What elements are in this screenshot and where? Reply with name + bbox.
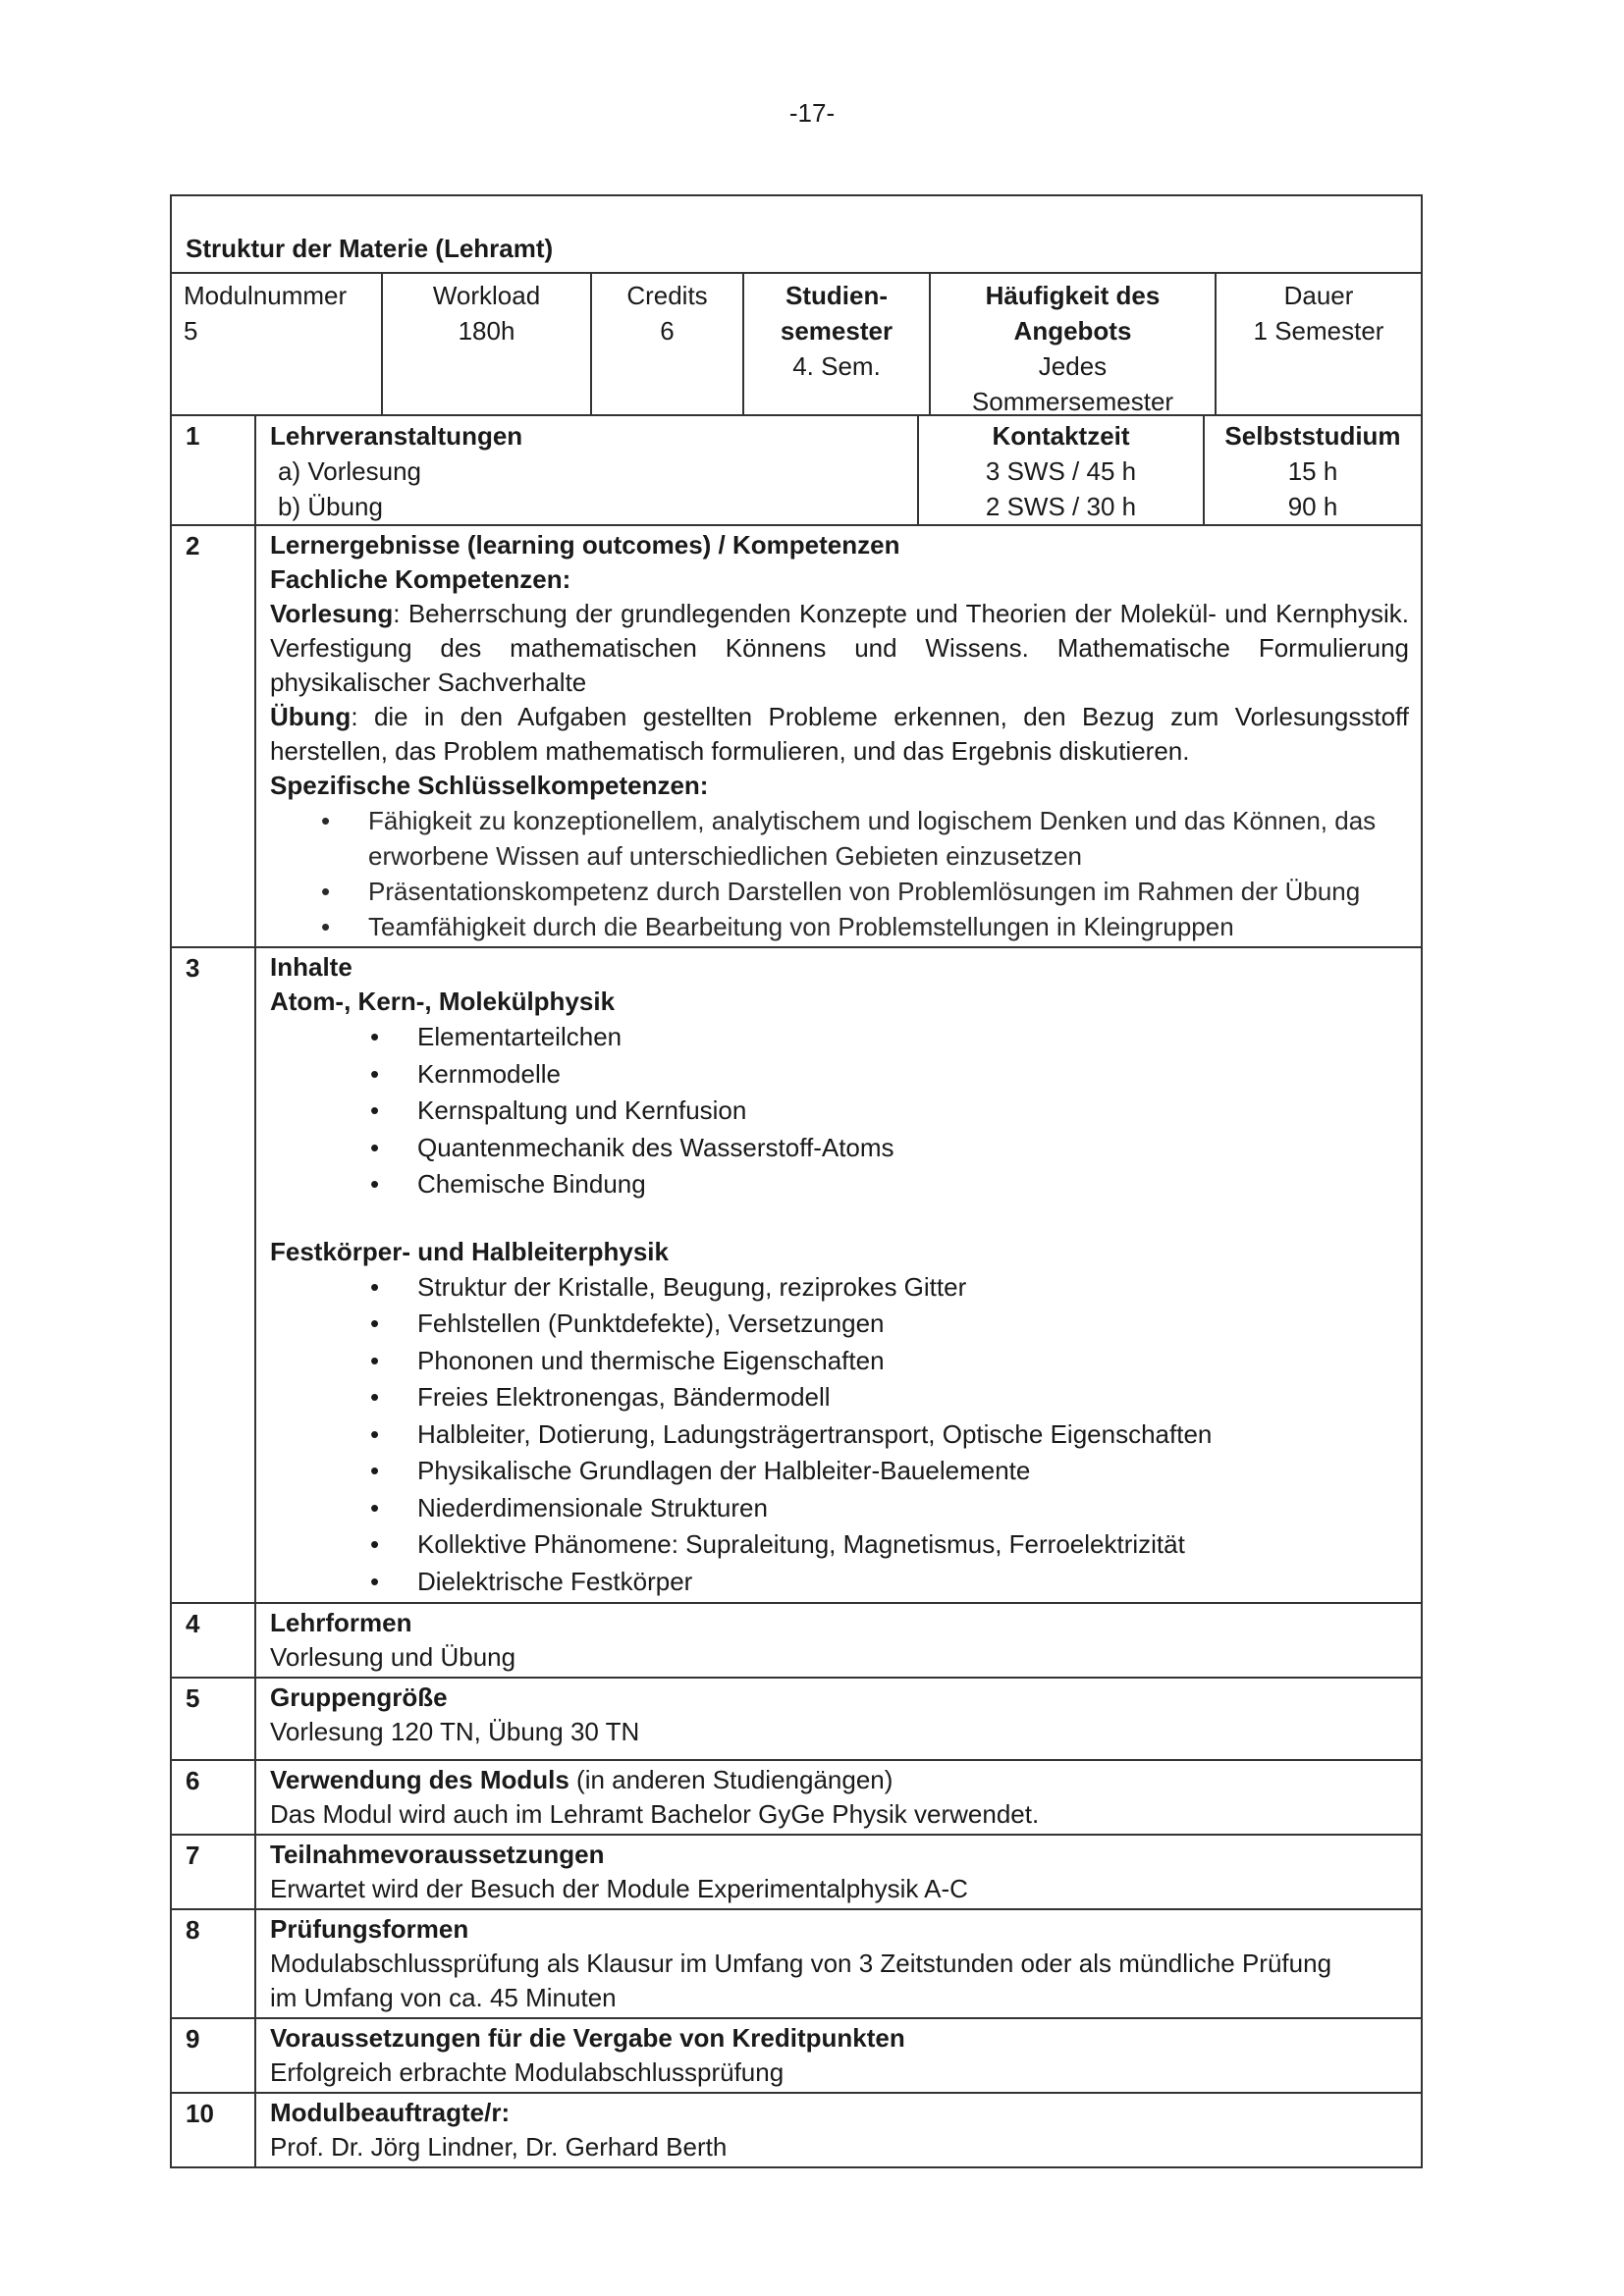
workload-label: Workload <box>432 281 541 310</box>
inhalte-cell <box>256 948 1421 1602</box>
list-item: • Chemische Bindung <box>417 1166 1409 1203</box>
pruefungsformen-cell <box>256 1910 1421 2017</box>
uebung-label: Übung <box>270 702 352 731</box>
section-number: 9 <box>172 2019 256 2092</box>
section-number: 7 <box>172 1836 256 1908</box>
uebung-text: : die in den Aufgaben gestellten Probleme erkennen, den Bezug zum Vorlesungsstoff herstellen, das Problem mathematisch formulieren, und das Ergebnis diskutieren. <box>270 702 1409 766</box>
module-title: Struktur der Materie (Lehramt) <box>186 234 554 263</box>
section-number: 1 <box>172 416 256 524</box>
studiensemester-value: 4. Sem. <box>792 351 881 381</box>
section-number: 3 <box>172 948 256 1602</box>
vorlesung-label: Vorlesung <box>270 599 394 628</box>
kreditpunkte-text: Erfolgreich erbrachte Modulabschlussprüfung <box>270 2057 785 2087</box>
lehrveranstaltung-a: a) Vorlesung <box>278 456 421 486</box>
section-3-row <box>172 948 1421 1604</box>
teilnahmevoraussetzungen-text: Erwartet wird der Besuch der Module Experimentalphysik A-C <box>270 1874 968 1903</box>
list-item: • Kernmodelle <box>417 1056 1409 1094</box>
section-heading-suffix: (in anderen Studiengängen) <box>568 1765 893 1794</box>
credits-cell <box>592 274 744 414</box>
kontaktzeit-b: 2 SWS / 30 h <box>985 492 1137 521</box>
verwendung-heading-line <box>270 1763 1409 1797</box>
section-heading: Lernergebnisse (learning outcomes) / Kompetenzen <box>270 530 900 560</box>
kontaktzeit-a: 3 SWS / 45 h <box>985 456 1137 486</box>
page-number: -17- <box>788 98 836 128</box>
festkoerper-topic-list <box>270 1269 1409 1601</box>
lehrformen-text: Vorlesung und Übung <box>270 1642 516 1672</box>
list-item: • Teamfähigkeit durch die Bearbeitung von Problemstellungen in Kleingruppen <box>368 909 1409 944</box>
section-heading: Verwendung des Moduls <box>270 1765 569 1794</box>
haeufigkeit-cell <box>931 274 1217 414</box>
selbststudium-b: 90 h <box>1287 492 1338 521</box>
teilnahmevoraussetzungen-cell <box>256 1836 1421 1908</box>
section-5-row <box>172 1679 1421 1761</box>
haeufigkeit-label-1: Häufigkeit des <box>985 281 1161 310</box>
atom-kern-molekuel-heading: Atom-, Kern-, Molekülphysik <box>270 987 616 1016</box>
selbststudium-a: 15 h <box>1287 456 1338 486</box>
atomphysik-topic-list <box>270 1019 1409 1203</box>
section-6-row <box>172 1761 1421 1836</box>
module-document <box>170 194 1423 2168</box>
section-heading: Gruppengröße <box>270 1682 448 1712</box>
section-10-row <box>172 2094 1421 2166</box>
section-number: 4 <box>172 1604 256 1677</box>
kontaktzeit-label: Kontaktzeit <box>992 421 1130 451</box>
section-heading: Lehrformen <box>270 1608 412 1637</box>
kreditpunkte-cell <box>256 2019 1421 2092</box>
vorlesung-text: : Beherrschung der grundlegenden Konzepte und Theorien der Molekül- und Kernphysik. Verfestigung des mathematischen Könnens und Wissens. Mathematische Formulierung physikalischer Sachverhalte <box>270 599 1409 697</box>
uebung-paragraph <box>270 700 1409 769</box>
section-number: 5 <box>172 1679 256 1759</box>
section-heading: Prüfungsformen <box>270 1914 469 1944</box>
section-heading: Lehrveranstaltungen <box>270 421 523 451</box>
modulnummer-value: 5 <box>184 316 198 346</box>
module-meta-row <box>172 274 1421 416</box>
workload-cell <box>383 274 592 414</box>
haeufigkeit-value-2: Sommersemester <box>971 387 1174 416</box>
module-title-row <box>172 196 1421 274</box>
section-number: 2 <box>172 526 256 946</box>
modulnummer-cell <box>172 274 383 414</box>
section-9-row <box>172 2019 1421 2094</box>
section-number: 8 <box>172 1910 256 2017</box>
list-item: • Elementarteilchen <box>417 1019 1409 1056</box>
section-heading: Voraussetzungen für die Vergabe von Kreditpunkten <box>270 2023 905 2053</box>
studiensemester-label-1: Studien- <box>785 281 888 310</box>
selbststudium-cell <box>1205 416 1421 524</box>
lehrformen-cell <box>256 1604 1421 1677</box>
haeufigkeit-label-2: Angebots <box>1013 316 1132 346</box>
section-8-row <box>172 1910 1421 2019</box>
studiensemester-cell <box>744 274 931 414</box>
fachliche-kompetenzen-heading: Fachliche Kompetenzen: <box>270 564 571 594</box>
credits-value: 6 <box>660 316 675 346</box>
section-1-row <box>172 416 1421 526</box>
vorlesung-paragraph <box>270 597 1409 700</box>
studiensemester-label-2: semester <box>780 316 893 346</box>
list-item: • Kernspaltung und Kernfusion <box>417 1093 1409 1130</box>
selbststudium-label: Selbststudium <box>1224 421 1401 451</box>
section-heading: Modulbeauftragte/r: <box>270 2098 511 2127</box>
lernergebnisse-cell <box>256 526 1421 946</box>
list-item: • Physikalische Grundlagen der Halbleiter-Bauelemente <box>417 1453 1409 1490</box>
list-item: • Fehlstellen (Punktdefekte), Versetzungen <box>417 1306 1409 1343</box>
gruppengroesse-text: Vorlesung 120 TN, Übung 30 TN <box>270 1717 640 1746</box>
credits-label: Credits <box>626 281 708 310</box>
modulbeauftragte-cell <box>256 2094 1421 2166</box>
modulbeauftragte-text: Prof. Dr. Jörg Lindner, Dr. Gerhard Berth <box>270 2132 728 2162</box>
gruppengroesse-cell <box>256 1679 1421 1759</box>
dauer-label: Dauer <box>1283 281 1354 310</box>
pruefungsformen-text: Modulabschlussprüfung als Klausur im Umfang von 3 Zeitstunden oder als mündliche Prüfung im Umfang von ca. 45 Minuten <box>270 1949 1332 2012</box>
workload-value: 180h <box>458 316 515 346</box>
list-item: • Niederdimensionale Strukturen <box>417 1490 1409 1527</box>
list-item: • Struktur der Kristalle, Beugung, reziprokes Gitter <box>417 1269 1409 1307</box>
list-item: • Quantenmechanik des Wasserstoff-Atoms <box>417 1130 1409 1167</box>
list-item: • Dielektrische Festkörper <box>417 1564 1409 1601</box>
dauer-cell <box>1217 274 1421 414</box>
list-item: • Präsentationskompetenz durch Darstellen von Problemlösungen im Rahmen der Übung <box>368 874 1409 909</box>
section-4-row <box>172 1604 1421 1679</box>
section-2-row <box>172 526 1421 948</box>
festkoerper-heading: Festkörper- und Halbleiterphysik <box>270 1236 669 1266</box>
lehrveranstaltungen-cell <box>256 416 919 524</box>
verwendung-text: Das Modul wird auch im Lehramt Bachelor GyGe Physik verwendet. <box>270 1799 1040 1829</box>
section-7-row <box>172 1836 1421 1910</box>
section-number: 10 <box>172 2094 256 2166</box>
list-item: • Phononen und thermische Eigenschaften <box>417 1343 1409 1380</box>
section-number: 6 <box>172 1761 256 1834</box>
dauer-value: 1 Semester <box>1253 316 1384 346</box>
section-heading: Teilnahmevoraussetzungen <box>270 1840 605 1869</box>
list-item: • Halbleiter, Dotierung, Ladungsträgertransport, Optische Eigenschaften <box>417 1416 1409 1454</box>
kontaktzeit-cell <box>919 416 1205 524</box>
kompetenzen-list <box>270 803 1409 944</box>
module-table <box>170 194 1423 2168</box>
list-item: • Freies Elektronengas, Bändermodell <box>417 1379 1409 1416</box>
schluesselkompetenzen-heading: Spezifische Schlüsselkompetenzen: <box>270 771 709 800</box>
section-heading: Inhalte <box>270 952 352 982</box>
modulnummer-label: Modulnummer <box>184 281 348 310</box>
list-item: • Fähigkeit zu konzeptionellem, analytischem und logischem Denken und das Können, das erworbene Wissen auf unterschiedlichen Gebieten einzusetzen <box>368 803 1409 874</box>
haeufigkeit-value-1: Jedes <box>1038 351 1108 381</box>
verwendung-cell <box>256 1761 1421 1834</box>
list-item: • Kollektive Phänomene: Supraleitung, Magnetismus, Ferroelektrizität <box>417 1526 1409 1564</box>
lehrveranstaltung-b: b) Übung <box>278 492 383 521</box>
